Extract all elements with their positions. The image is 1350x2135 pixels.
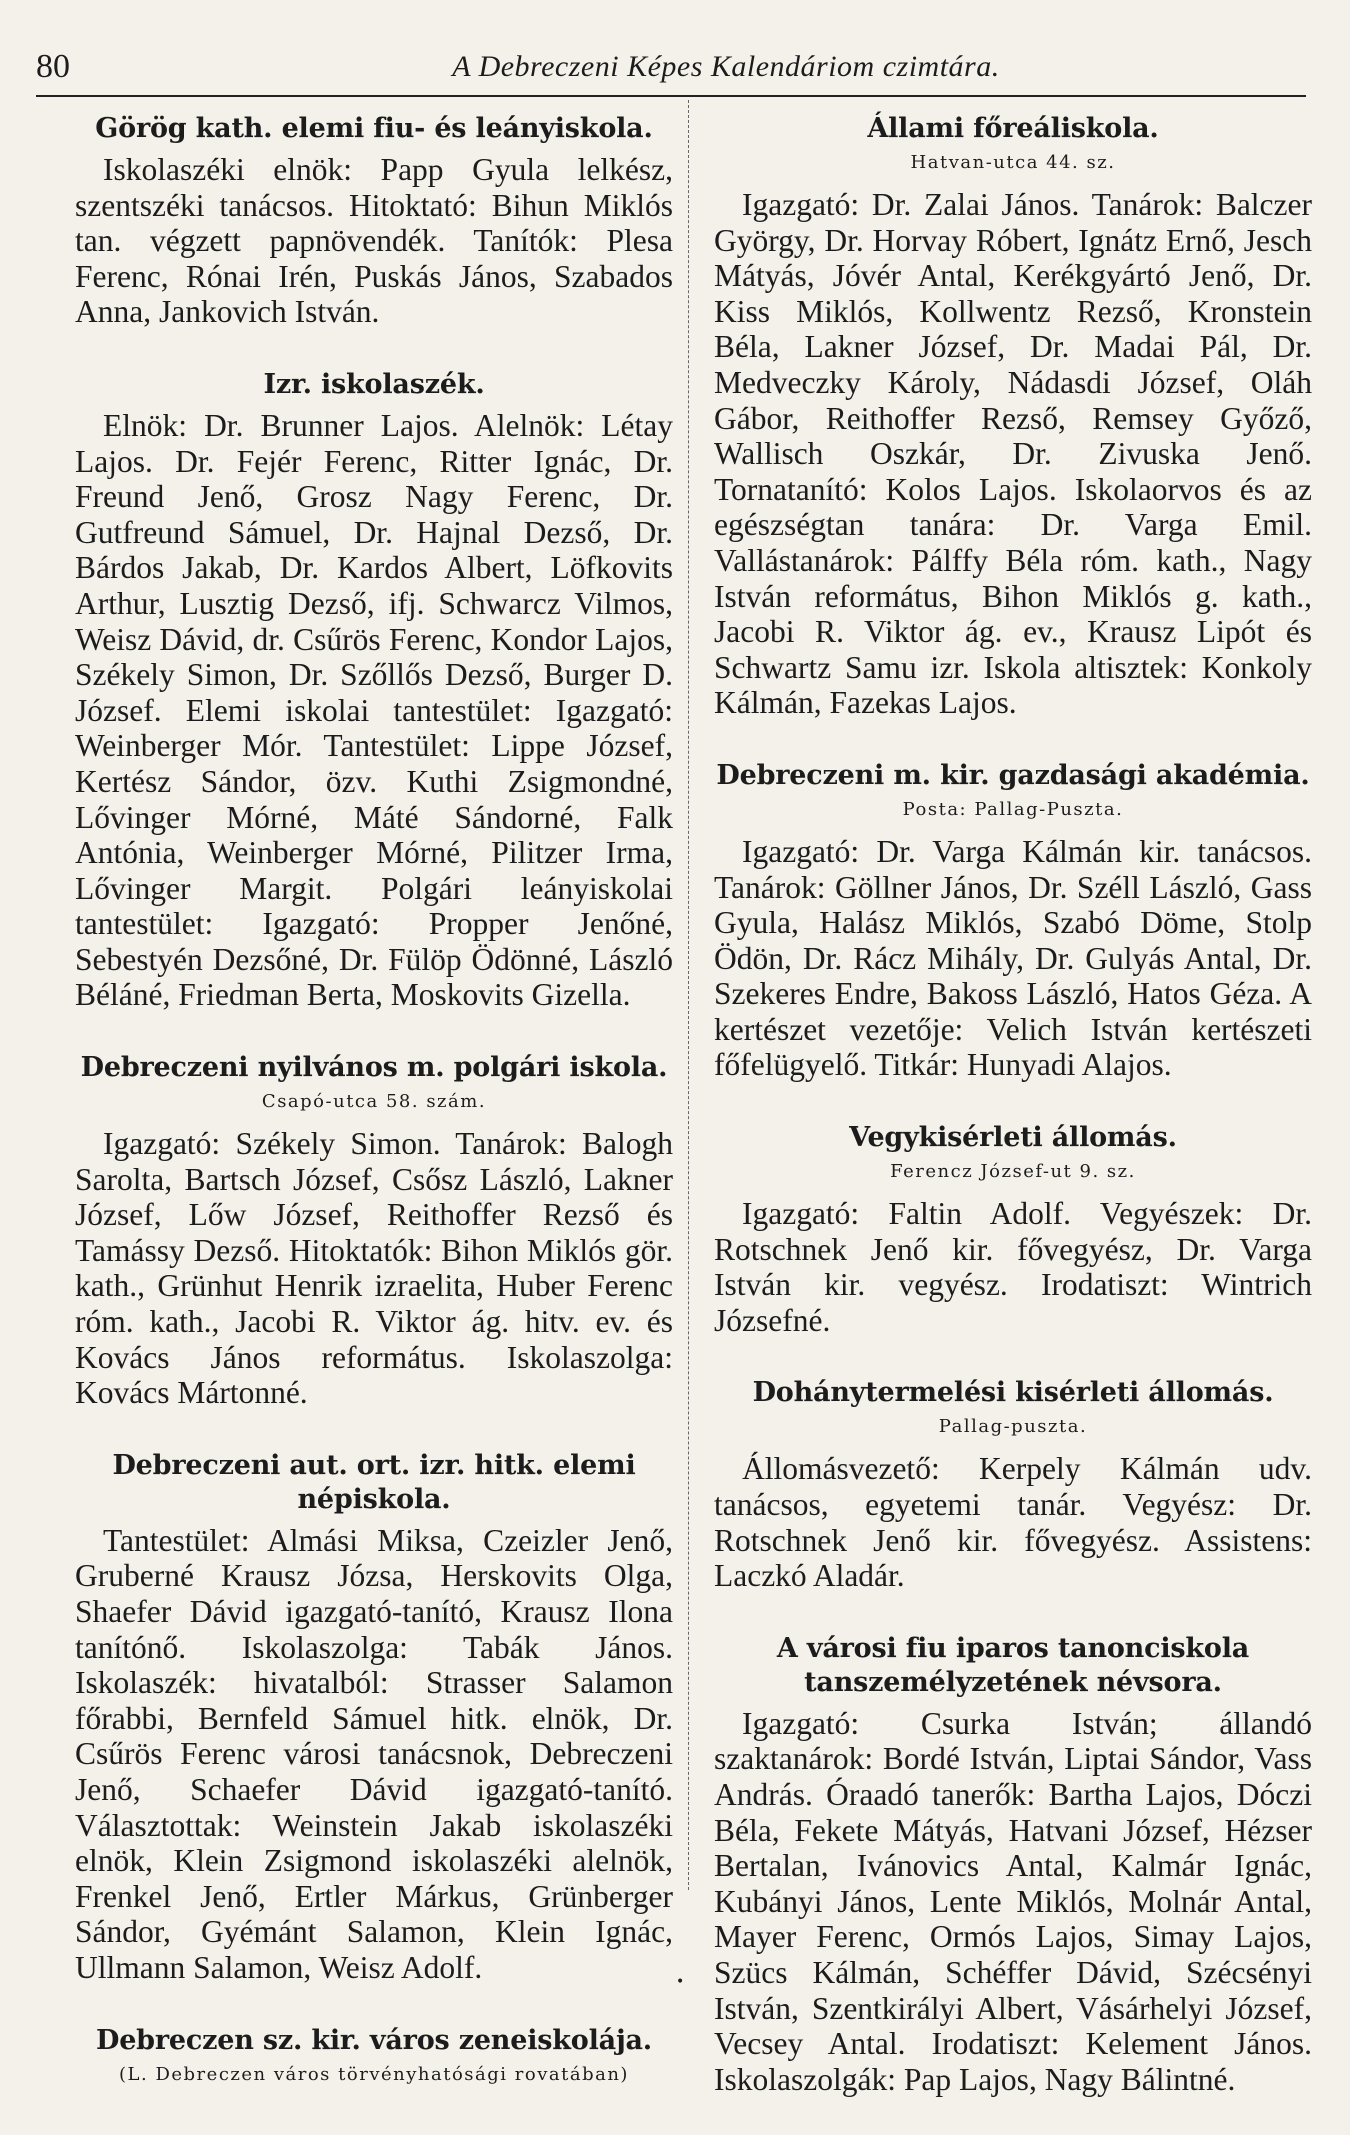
section-address: Hatvan-utca 44. sz. <box>910 152 1116 173</box>
section-title: Izr. iskolaszék. <box>263 368 485 400</box>
header-divider <box>36 95 1306 97</box>
section-chemical-station <box>714 1121 1312 1338</box>
section-music-school <box>75 2024 673 2085</box>
section-address: Csapó-utca 58. szám. <box>261 1091 487 1113</box>
column-divider <box>688 100 689 1890</box>
section-orthodox-school <box>75 1449 673 1986</box>
section-state-realschool <box>714 112 1312 721</box>
section-title: Vegykisérleti állomás. <box>849 1122 1177 1154</box>
section-note: (L. Debreczen város törvényhatósági rovatában) <box>119 2063 629 2085</box>
section-title: Dohánytermelési kisérleti állomás. <box>752 1377 1274 1409</box>
section-tobacco-station <box>714 1376 1312 1593</box>
section-body: Iskolaszéki elnök: Papp Gyula lelkész, szentszéki tanácsos. Hitoktató: Bihun Miklós tan. végzett papnövendék. Tanítók: Plesa Ferenc, Rónai Irén, Puskás János, Szabados Anna, Jankovich István. <box>75 152 673 330</box>
section-israelite-school-board <box>75 368 673 1013</box>
section-address: Ferencz József-ut 9. sz. <box>890 1161 1136 1183</box>
section-address: Posta: Pallag-Puszta. <box>902 798 1124 820</box>
section-title: Debreczeni aut. ort. izr. hitk. elemi népiskola. <box>112 1449 636 1515</box>
page-header <box>36 40 1306 100</box>
section-body: Igazgató: Dr. Zalai János. Tanárok: Balczer György, Dr. Horvay Róbert, Ignátz Ernő, Jesch Mátyás, Jóvér Antal, Kerékgyártó Jenő, Dr. Kiss Miklós, Kollwentz Rezső, Kronstein Béla, Lakner József, Dr. Madai Pál, Dr. Medveczky Károly, Nádasdi József, Oláh Gábor, Reithoffer Rezső, Remsey Győző, Wallisch Oszkár, Dr. Zivuska Jenő. Tornatanító: Kolos Lajos. Iskolaorvos és az egészségtan tanára: Dr. Varga Emil. Vallástanárok: Pálffy Béla róm. kath., Nagy István református, Bihon Miklós g. kath., Jacobi R. Viktor ág. ev., Krausz Lipót és Schwartz Samu izr. Iskola altisztek: Konkoly Kálmán, Fazekas Lajos. <box>714 187 1312 721</box>
section-body: Igazgató: Faltin Adolf. Vegyészek: Dr. Rotschnek Jenő kir. fővegyész, Dr. Varga István kir. vegyész. Irodatiszt: Wintrich Józsefné. <box>714 1196 1312 1338</box>
section-title: Debreczeni m. kir. gazdasági akadémia. <box>716 759 1310 791</box>
section-body: Elnök: Dr. Brunner Lajos. Alelnök: Létay Lajos. Dr. Fejér Ferenc, Ritter Ignác, Dr. Freund Jenő, Grosz Nagy Ferenc, Dr. Gutfreund Sámuel, Dr. Hajnal Dezső, Dr. Bárdos Jakab, Dr. Kardos Albert, Löfkovits Arthur, Lusztig Dezső, ifj. Schwarcz Vilmos, Weisz Dávid, dr. Csűrös Ferenc, Kondor Lajos, Székely Simon, Dr. Szőllős Dezső, Burger D. József. Elemi iskolai tantestület: Igazgató: Weinberger Mór. Tantestület: Lippe József, Kertész Sándor, özv. Kuthi Zsigmondné, Lővinger Mórné, Máté Sándorné, Falk Antónia, Weinberger Mórné, Pilitzer Irma, Lővinger Margit. Polgári leányiskolai tantestület: Igazgató: Propper Jenőné, Sebestyén Dezsőné, Dr. Fülöp Ödönné, László Béláné, Friedman Berta, Moskovits Gizella. <box>75 407 673 1013</box>
section-body: Tantestület: Almási Miksa, Czeizler Jenő, Gruberné Krausz Józsa, Herskovits Olga, Shaefer Dávid igazgató-tanító, Krausz Ilona tanítónő. Iskolaszolga: Tabák János. Iskolaszék: hivatalból: Strasser Salamon főrabbi, Bernfeld Sámuel hitk. elnök, Dr. Csűrös Ferenc városi tanácsnok, Debreczeni Jenő, Schaefer Dávid igazgató-tanító. Választottak: Weinstein Jakab iskolaszéki elnök, Klein Zsigmond iskolaszéki alelnök, Frenkel Jenő, Ertler Márkus, Grünberger Sándor, Gyémánt Salamon, Klein Ignác, Ullmann Salamon, Weisz Adolf. <box>75 1522 673 1985</box>
footer-dot: • <box>676 1974 685 1990</box>
running-title: A Debreczeni Képes Kalendáriom czimtára. <box>452 50 1000 83</box>
section-body: Igazgató: Székely Simon. Tanárok: Balogh Sarolta, Bartsch József, Csősz László, Lakner József, Lőw József, Reithoffer Rezső és Tamássy Dezső. Hitoktatók: Bihon Miklós gör. kath., Grünhut Henrik izraelita, Huber Ferenc róm. kath., Jacobi R. Viktor ág. hitv. ev. és Kovács János református. Iskolaszolga: Kovács Mártonné. <box>75 1126 673 1411</box>
right-column <box>714 112 1312 2135</box>
section-body: Igazgató: Csurka István; állandó szaktanárok: Bordé István, Liptai Sándor, Vass András. Óraadó tanerők: Bartha Lajos, Dóczi Béla, Fekete Mátyás, Hatvani József, Hézser Bertalan, Ivánovics Antal, Kalmár Ignác, Kubányi János, Lente Miklós, Molnár Antal, Mayer Ferenc, Ormós Lajos, Simay Lajos, Szücs Kálmán, Schéffer Dávid, Szécsényi István, Szentkirályi Albert, Vásárhelyi József, Vecsey Antal. Irodatiszt: Kelement János. Iskolaszolgák: Pap Lajos, Nagy Bálintné. <box>714 1705 1312 2097</box>
section-title: Állami főreáliskola. <box>867 113 1159 144</box>
section-title: A városi fiu iparos tanonciskola tanszemélyzetének névsora. <box>776 1632 1250 1698</box>
section-body: Igazgató: Dr. Varga Kálmán kir. tanácsos. Tanárok: Göllner János, Dr. Széll László, Gass Gyula, Halász Miklós, Szabó Döme, Stolp Ödön, Dr. Rácz Mihály, Dr. Gulyás Antal, Dr. Szekeres Endre, Bakoss László, Hatos Géza. A kertészet vezetője: Velich István kertészeti főfelügyelő. Titkár: Hunyadi Alajos. <box>714 833 1312 1083</box>
section-title: Debreczeni nyilvános m. polgári iskola. <box>80 1052 668 1084</box>
section-apprentice-school <box>714 1632 1312 2098</box>
section-title: Debreczen sz. kir. város zeneiskolája. <box>95 2024 653 2056</box>
section-civic-school <box>75 1051 673 1411</box>
section-title: Görög kath. elemi fiu- és leányiskola. <box>95 113 653 144</box>
left-column <box>75 112 673 2123</box>
page-number: 80 <box>36 48 70 85</box>
section-agricultural-academy <box>714 759 1312 1083</box>
section-body: Állomásvezető: Kerpely Kálmán udv. tanácsos, egyetemi tanár. Vegyész: Dr. Rotschnek Jenő kir. fővegyész. Assistens: Laczkó Aladár. <box>714 1451 1312 1594</box>
section-address: Pallag-puszta. <box>938 1416 1088 1438</box>
section-greek-catholic-school <box>75 112 673 330</box>
